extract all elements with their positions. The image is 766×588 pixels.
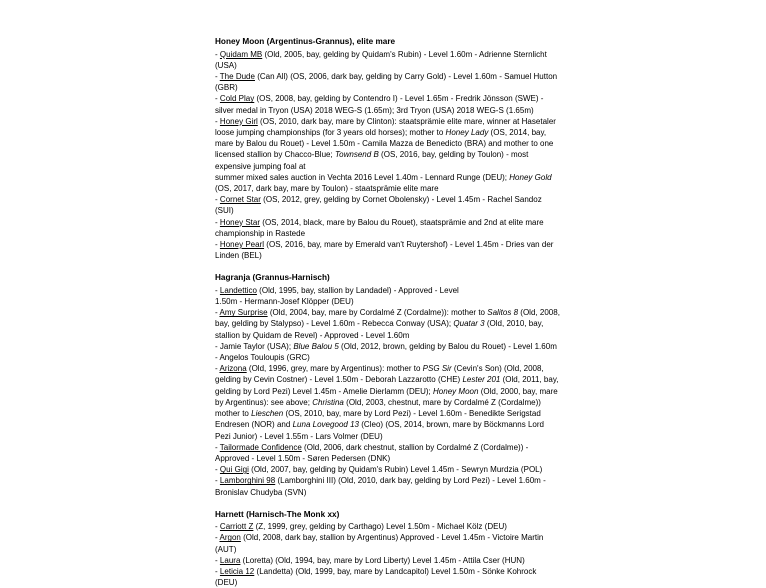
horse-name-link[interactable]: Quidam MB [219, 49, 263, 59]
entry-text: - [215, 533, 220, 543]
entry-text: (Old, 2012, brown, gelding by Balou du Rouet) - Level 1.60m - Angelos Touloupis (GRC) [215, 341, 557, 363]
horse-name-link[interactable]: Honey Star [219, 217, 261, 227]
horse-name-italic: Lieschen [251, 409, 284, 419]
horse-name-link[interactable]: Landettico [219, 285, 257, 295]
section-heading: Hagranja (Grannus-Harnisch) [215, 273, 330, 283]
document-entry [215, 363, 560, 441]
horse-name-link[interactable]: Carriott Z [219, 522, 254, 532]
entry-text: (OS, 2016, bay, mare by Emerald van't Ruytershof) - Level 1.45m - Dries van der Linden (BEL) [215, 239, 554, 261]
horse-name-link[interactable]: Leticia 12 [219, 567, 255, 577]
entry-text: - [215, 476, 220, 486]
horse-name-italic: Honey Lady [445, 127, 489, 137]
entry-text: (OS, 2008, bay, gelding by Contendro I) - Level 1.65m - Fredrik Jönsson (SWE) - silver medal in Tryon (USA) 2018 WEG-S (1.65m); 3rd Tryon (USA) 2018 WEG-S (1.65m) [215, 94, 544, 115]
entry-text: - [215, 239, 220, 249]
document-entry [215, 307, 560, 341]
horse-name-link[interactable]: Tailormade Confidence [219, 442, 302, 452]
entry-text: (Old, 2008, dark bay, stallion by Argentinus) Approved - Level 1.45m - Victoire Martin (AUT) [215, 533, 544, 554]
horse-name-italic: Blue Balou 5 [293, 341, 339, 351]
document-entry [215, 239, 560, 261]
document-section [215, 36, 560, 261]
entry-text: - [215, 195, 220, 205]
entry-text: - Jamie Taylor (USA); [215, 341, 294, 351]
entry-text: (Old, 2004, bay, mare by Cordalmé Z (Cordalme)): mother to [267, 308, 488, 318]
horse-name-italic: PSG Sir [422, 364, 452, 374]
entry-text: - [215, 555, 220, 565]
entry-text: - [215, 217, 220, 227]
entry-text: - [215, 308, 220, 318]
entry-text: (Old, 2011, bay, gelding by Lord Pezi) Level 1.45m - Amelie Dierlamm (DEU); [215, 375, 559, 396]
horse-name-italic: Quatar 3 [453, 319, 485, 329]
entry-text: (Old, 1995, bay, stallion by Landadel) - Approved - Level [256, 285, 459, 295]
document-entry [215, 116, 560, 172]
horse-name-link[interactable]: Honey Pearl [219, 239, 265, 249]
horse-name-link[interactable]: Cornet Star [219, 195, 261, 205]
horse-name-link[interactable]: Honey Girl [219, 116, 258, 126]
entry-text: (Old, 2005, bay, gelding by Quidam's Rubin) - Level 1.60m - Adrienne Sternlicht (USA) [215, 49, 547, 70]
entry-text: (Z, 1999, grey, gelding by Carthago) Level 1.50m - Michael Kölz (DEU) [253, 522, 507, 532]
document-entry [215, 442, 560, 464]
entry-text: - [215, 522, 220, 532]
entry-text: (Old, 2006, dark chestnut, stallion by Cordalmé Z (Cordalme)) - Approved - Level 1.50m - Søren Pedersen (DNK) [215, 442, 529, 463]
entry-text: - [215, 465, 220, 475]
document-entry [215, 49, 560, 71]
document-section [215, 509, 560, 588]
document-entry [215, 71, 560, 93]
document-entry [215, 172, 560, 194]
document-entry [215, 194, 560, 216]
entry-text: (OS, 2012, grey, gelding by Cornet Obolensky) - Level 1.45m - Rachel Sandoz (SUI) [215, 195, 542, 216]
entry-text: summer mixed sales auction in Vechta 2016 Level 1.40m - Lennard Runge (DEU); [215, 172, 510, 182]
document-entry [215, 285, 560, 296]
entry-text: - [215, 567, 220, 577]
section-heading: Harnett (Harnisch-The Monk xx) [215, 509, 340, 519]
horse-name-italic: Honey Gold [509, 172, 552, 182]
horse-name-link[interactable]: Amy Surprise [219, 308, 268, 318]
horse-name-italic: Lester 201 [462, 375, 501, 385]
document-entry [215, 341, 560, 363]
entry-text: (Old, 2007, bay, gelding by Quidam's Rubin) Level 1.45m - Sewryn Murdzia (POL) [248, 465, 543, 475]
document-entry [215, 296, 560, 307]
entry-text: (OS, 2010, bay, mare by Lord Pezi) - Level 1.60m - Benedikte Serigstad Endresen (NOR) and [215, 409, 541, 430]
document-entry [215, 475, 560, 497]
entry-text: (Cevin's Son) (Old, 2008, gelding by Cevin Costner) - Level 1.50m - Deborah Lazzarotto (CHE) [215, 364, 544, 385]
horse-name-link[interactable]: Laura [219, 555, 241, 565]
entry-text: (Old, 2010, bay, stallion by Quidam de Revel) - Approved - Level 1.60m [215, 319, 544, 340]
document-entry [215, 93, 560, 115]
entry-text: - [215, 116, 220, 126]
entry-text: (Loretta) (Old, 1994, bay, mare by Lord Liberty) Level 1.45m - Attila Cser (HUN) [240, 555, 525, 565]
horse-name-link[interactable]: Qui Gigi [219, 465, 249, 475]
document-entry [215, 464, 560, 475]
entry-text: - [215, 442, 220, 452]
horse-name-italic: Honey Moon [433, 386, 479, 396]
section-heading: Honey Moon (Argentinus-Grannus), elite mare [215, 37, 396, 46]
entry-text: (OS, 2014, bay, mare by Balou du Rouet) - Level 1.50m - Camila Mazza de Benedicto (BRA) and mother to one licensed stallion by Chacco-Blue; [215, 127, 554, 160]
entry-text: 1.50m - Hermann-Josef Klöpper (DEU) [215, 297, 354, 307]
horse-name-link[interactable]: Arizona [219, 364, 247, 374]
horse-name-link[interactable]: The Dude [219, 71, 255, 81]
horse-name-italic: Salitos 8 [487, 308, 519, 318]
entry-text: (Landetta) (Old, 1999, bay, mare by Landcapitol) Level 1.50m - Sönke Kohrock (DEU) [215, 567, 537, 588]
entry-text: - [215, 94, 220, 104]
entry-text: (Old, 2000, bay, mare by Argentinus): see above; [215, 386, 558, 407]
entry-text: - [215, 49, 220, 59]
horse-name-italic: Luna Lovegood 13 [292, 420, 360, 430]
document-entry [215, 566, 560, 588]
horse-name-italic: Christina [312, 397, 344, 407]
document-section [215, 272, 560, 497]
horse-name-italic: Townsend B [334, 150, 379, 160]
entry-text: (OS, 2017, dark bay, mare by Toulon) - staatsprämie elite mare [215, 183, 439, 193]
document-entry [215, 521, 560, 532]
document-body [215, 36, 560, 588]
entry-text: (Cleo) (OS, 2014, brown, mare by Böckmanns Lord Pezi Junior) - Level 1.55m - Lars Volmer (DEU) [215, 420, 545, 441]
entry-text: - [215, 364, 220, 374]
entry-text: (Old, 2008, bay, gelding by Stalypso) - Level 1.60m - Rebecca Conway (USA); [215, 308, 560, 329]
document-entry [215, 532, 560, 554]
entry-text: (Old, 2003, chestnut, mare by Cordalmé Z (Cordalme)) mother to [215, 397, 541, 419]
document-entry [215, 217, 560, 239]
document-entry [215, 555, 560, 566]
entry-text: (Lamborghini III) (Old, 2010, dark bay, gelding by Lord Pezi) - Level 1.60m - Bronislav Chudyba (SVN) [215, 476, 546, 497]
entry-text: (OS, 2010, dark bay, mare by Clinton): staatsprämie elite mare, winner at Hasetaler loose jumping championships (for 3 years old horses); mother to [215, 116, 556, 137]
horse-name-link[interactable]: Argon [219, 533, 241, 543]
entry-text: - [215, 285, 220, 295]
entry-text: (Old, 1996, grey, mare by Argentinus): mother to [246, 364, 423, 374]
entry-text: (OS, 2016, bay, gelding by Toulon) - most expensive jumping foal at [215, 150, 529, 171]
horse-name-link[interactable]: Lamborghini 98 [219, 476, 276, 486]
entry-text: (OS, 2014, black, mare by Balou du Rouet), staatsprämie and 2nd at elite mare championship in Rastede [215, 217, 544, 238]
horse-name-link[interactable]: Cold Play [219, 94, 255, 104]
entry-text: - [215, 71, 220, 81]
entry-text: (Can All) (OS, 2006, dark bay, gelding by Carry Gold) - Level 1.60m - Samuel Hutton (GBR) [215, 71, 558, 93]
